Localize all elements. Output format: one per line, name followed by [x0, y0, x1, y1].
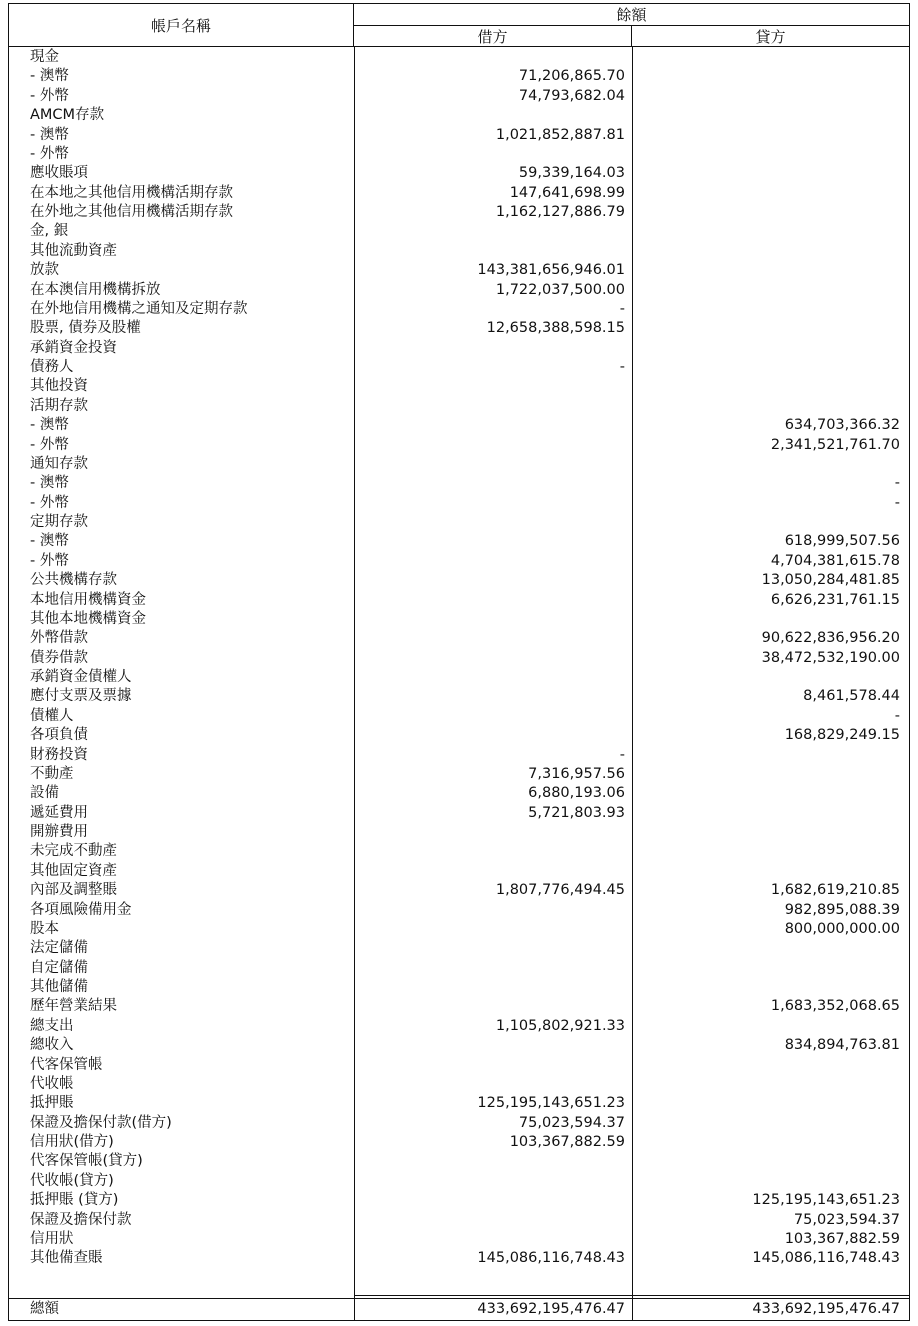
account-name: 其他儲備 [30, 979, 88, 995]
table-row [9, 552, 909, 571]
account-name: 承銷資金投資 [30, 339, 117, 356]
credit-value: 634,703,366.32 [784, 417, 900, 434]
account-name: 保證及擔保付款(借方) [30, 1114, 172, 1131]
credit-value: 982,895,088.39 [784, 901, 900, 918]
debit-value: - [619, 746, 625, 763]
table-row [9, 978, 909, 997]
credit-value: 38,472,532,190.00 [761, 649, 900, 666]
table-row [9, 746, 909, 765]
account-name: 債券借款 [30, 649, 88, 666]
credit-value: 90,622,836,956.20 [761, 630, 900, 647]
debit-value: 145,086,116,748.43 [477, 1250, 625, 1267]
debit-value: 125,195,143,651.23 [477, 1095, 625, 1112]
account-name: 信用狀(借方) [30, 1134, 114, 1150]
account-name: 開辦費用 [30, 824, 88, 840]
credit-value: 8,461,578.44 [803, 688, 900, 705]
account-name: 設備 [30, 785, 59, 802]
account-name: 債務人 [30, 359, 74, 375]
account-name: 代收帳(貸方) [30, 1172, 114, 1189]
table-row [9, 164, 909, 183]
total-credit: 433,692,195,476.47 [752, 1301, 900, 1317]
account-name: 代客保管帳 [30, 1056, 103, 1073]
credit-value: 800,000,000.00 [784, 920, 900, 937]
account-name: 其他備查賬 [30, 1250, 103, 1267]
debit-value: 12,658,388,598.15 [486, 320, 625, 337]
debit-value: 71,206,865.70 [518, 68, 625, 85]
table-row [9, 1191, 909, 1210]
credit-value: 103,367,882.59 [784, 1230, 900, 1247]
account-name: - 澳幣 [30, 68, 69, 85]
account-name: 債權人 [30, 707, 74, 724]
account-name: 放款 [30, 262, 59, 279]
total-label: 總額 [30, 1301, 59, 1317]
account-name: 保證及擔保付款 [30, 1211, 132, 1228]
table-row [9, 668, 909, 687]
account-name: 在本地之其他信用機構活期存款 [30, 184, 233, 201]
account-name: 股票, 債券及股權 [30, 320, 141, 337]
table-row [9, 591, 909, 610]
table-row [9, 687, 909, 706]
table-row [9, 784, 909, 803]
credit-value: - [894, 707, 900, 724]
account-name: 信用狀 [30, 1230, 74, 1247]
account-name: 在外地信用機構之通知及定期存款 [30, 300, 248, 317]
table-row [9, 1114, 909, 1133]
table-row [9, 571, 909, 590]
table-row [9, 106, 909, 125]
account-name: 總收入 [30, 1037, 74, 1054]
account-name: 承銷資金債權人 [30, 669, 132, 685]
account-name: 代客保管帳(貸方) [30, 1153, 143, 1170]
account-name: 公共機構存款 [30, 572, 117, 589]
table-row [9, 629, 909, 648]
account-name: 在外地之其他信用機構活期存款 [30, 204, 233, 220]
debit-value: 6,880,193.06 [528, 785, 625, 802]
table-row [9, 1172, 909, 1191]
table-row [9, 1075, 909, 1094]
account-name: - 澳幣 [30, 475, 69, 492]
credit-value: 618,999,507.56 [784, 533, 900, 550]
table-row [9, 649, 909, 668]
table-row [9, 1152, 909, 1171]
table-row [9, 823, 909, 842]
table-row [9, 358, 909, 377]
account-name: 自定儲備 [30, 959, 88, 976]
table-row [9, 726, 909, 745]
credit-value: 125,195,143,651.23 [752, 1192, 900, 1209]
account-name: AMCM存款 [30, 107, 105, 124]
credit-value: 2,341,521,761.70 [770, 436, 900, 453]
account-name: - 外幣 [30, 145, 69, 162]
account-name: 遞延費用 [30, 804, 88, 821]
table-row [9, 184, 909, 203]
trial-balance-table [8, 3, 910, 1321]
account-name: 金, 銀 [30, 223, 69, 240]
debit-value: - [619, 359, 625, 375]
table-row [9, 939, 909, 958]
account-name-header: 帳戶名稱 [9, 4, 354, 46]
account-name: 總支出 [30, 1017, 74, 1034]
debit-value: 147,641,698.99 [509, 184, 625, 201]
credit-value: 145,086,116,748.43 [752, 1250, 900, 1267]
account-name: 各項風險備用金 [30, 901, 132, 918]
table-row [9, 862, 909, 881]
table-row [9, 1133, 909, 1152]
table-row [9, 494, 909, 513]
table-row [9, 126, 909, 145]
table-row [9, 319, 909, 338]
debit-value: 5,721,803.93 [528, 804, 625, 821]
table-row [9, 901, 909, 920]
credit-header: 貸方 [755, 27, 786, 46]
debit-value: 7,316,957.56 [528, 765, 625, 782]
table-row [9, 610, 909, 629]
table-row [9, 881, 909, 900]
table-row [9, 474, 909, 493]
account-name: 歷年營業結果 [30, 998, 117, 1015]
debit-value: 1,105,802,921.33 [495, 1017, 625, 1034]
account-name: 各項負債 [30, 727, 88, 744]
table-row [9, 48, 909, 67]
table-row [9, 222, 909, 241]
account-name: 未完成不動產 [30, 843, 117, 860]
credit-value: 168,829,249.15 [784, 727, 900, 744]
table-row [9, 300, 909, 319]
table-row [9, 1230, 909, 1249]
credit-value: 6,626,231,761.15 [770, 591, 900, 608]
debit-value: 1,722,037,500.00 [495, 281, 625, 298]
account-name: 財務投資 [30, 746, 88, 763]
debit-value: 59,339,164.03 [518, 165, 625, 182]
account-name: 外幣借款 [30, 630, 88, 647]
table-row [9, 920, 909, 939]
table-row [9, 1249, 909, 1268]
table-row [9, 281, 909, 300]
table-row [9, 1094, 909, 1113]
debit-header: 借方 [354, 26, 632, 46]
table-row [9, 242, 909, 261]
account-name: 其他本地機構資金 [30, 610, 146, 627]
table-row [9, 67, 909, 86]
credit-value: 75,023,594.37 [793, 1211, 900, 1228]
table-row [9, 842, 909, 861]
total-row [9, 1299, 909, 1319]
table-row [9, 959, 909, 978]
total-rule [354, 1295, 909, 1296]
account-name: - 澳幣 [30, 417, 69, 434]
table-row [9, 455, 909, 474]
debit-value: 1,162,127,886.79 [495, 204, 625, 220]
account-name: 其他固定資產 [30, 862, 117, 879]
account-name: 其他投資 [30, 378, 88, 395]
credit-value: 1,682,619,210.85 [770, 882, 900, 899]
debit-value: 74,793,682.04 [518, 87, 625, 104]
account-name: 抵押賬 (貸方) [30, 1192, 119, 1209]
account-name: 法定儲備 [30, 940, 88, 957]
balance-header: 餘額 [354, 4, 909, 26]
debit-value: 103,367,882.59 [509, 1134, 625, 1150]
account-name: - 外幣 [30, 494, 69, 511]
account-name: 抵押賬 [30, 1095, 74, 1112]
account-name: 活期存款 [30, 397, 88, 414]
account-name: - 外幣 [30, 87, 69, 104]
table-body [9, 48, 909, 1269]
credit-value: 1,683,352,068.65 [770, 998, 900, 1015]
account-name: - 澳幣 [30, 533, 69, 550]
table-row [9, 339, 909, 358]
table-row [9, 261, 909, 280]
credit-value: 13,050,284,481.85 [761, 572, 900, 589]
debit-value: 143,381,656,946.01 [477, 262, 625, 279]
account-name: 定期存款 [30, 514, 88, 530]
account-name: 通知存款 [30, 455, 88, 472]
table-row [9, 203, 909, 222]
table-row [9, 377, 909, 396]
total-debit: 433,692,195,476.47 [477, 1301, 625, 1317]
debit-value: 75,023,594.37 [518, 1114, 625, 1131]
debit-value: - [619, 300, 625, 317]
account-name: 應付支票及票據 [30, 688, 132, 705]
account-name: 不動產 [30, 765, 74, 782]
table-row [9, 1211, 909, 1230]
account-name: - 外幣 [30, 436, 69, 453]
credit-value: - [894, 494, 900, 511]
account-name: 其他流動資產 [30, 242, 117, 259]
credit-value: 4,704,381,615.78 [770, 552, 900, 569]
debit-value: 1,021,852,887.81 [495, 126, 625, 143]
account-name: 內部及調整賬 [30, 882, 117, 899]
account-name: 代收帳 [30, 1075, 74, 1092]
account-name: 現金 [30, 49, 59, 65]
table-row [9, 416, 909, 435]
debit-value: 1,807,776,494.45 [495, 882, 625, 899]
account-name: 應收賬項 [30, 165, 88, 182]
table-header [9, 4, 909, 47]
account-name: 股本 [30, 920, 59, 937]
account-name: - 外幣 [30, 552, 69, 569]
table-row [9, 532, 909, 551]
table-row [9, 87, 909, 106]
table-row [9, 765, 909, 784]
table-row [9, 997, 909, 1016]
account-name: - 澳幣 [30, 126, 69, 143]
table-row [9, 1017, 909, 1036]
table-row [9, 1036, 909, 1055]
table-row [9, 804, 909, 823]
account-name: 本地信用機構資金 [30, 591, 146, 608]
credit-value: - [894, 475, 900, 492]
table-row [9, 397, 909, 416]
account-name: 在本澳信用機構拆放 [30, 281, 161, 298]
table-row [9, 145, 909, 164]
table-row [9, 436, 909, 455]
table-row [9, 1056, 909, 1075]
table-row [9, 513, 909, 532]
credit-value: 834,894,763.81 [784, 1037, 900, 1054]
table-row [9, 707, 909, 726]
